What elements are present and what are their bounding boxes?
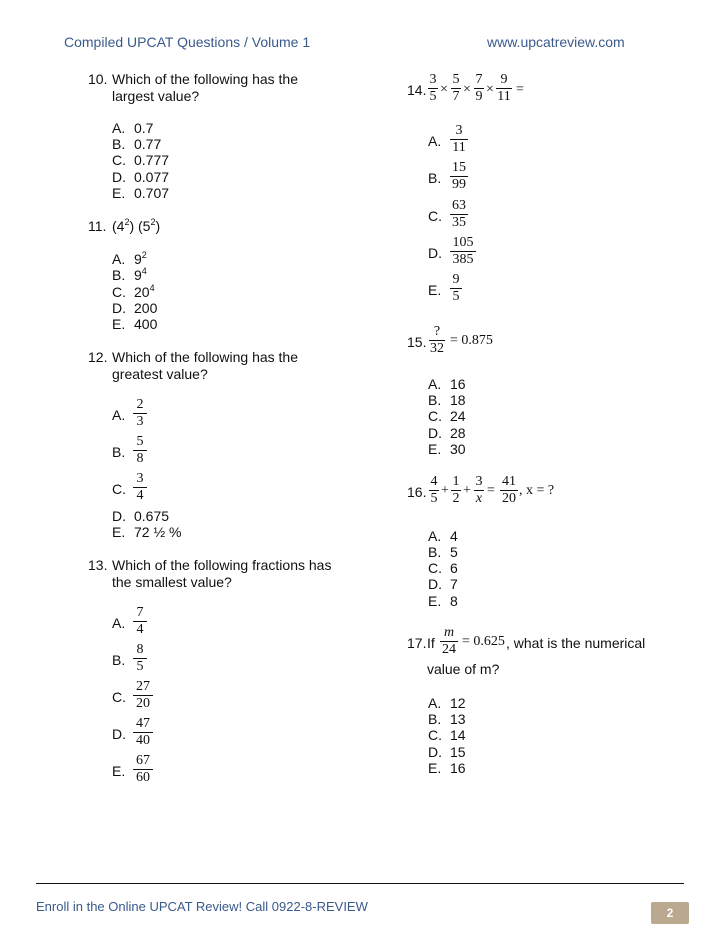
- q14-number: 14.: [407, 82, 427, 98]
- q17-option-e: E. 16: [428, 760, 466, 776]
- q14-times-1: ×: [440, 82, 448, 97]
- question-stem-line2: the smallest value?: [112, 574, 232, 590]
- question-10: [88, 71, 388, 111]
- q11-option-a: A. $9^2$: [112, 250, 147, 267]
- q16-plus-1: +: [441, 483, 449, 498]
- q12-option-e: E. 72 ½ %: [112, 524, 182, 540]
- q14-fraction-2: 5 7: [452, 72, 460, 104]
- question-expression: $(4^2)$ $(5^2)$: [112, 217, 161, 234]
- q10-option-d: D. 0.077: [112, 169, 170, 185]
- q13-option-c-letter: C.: [112, 689, 126, 705]
- q17-rhs: = 0.625: [462, 634, 505, 649]
- q11-option-d: D. 200: [112, 300, 158, 316]
- q16-fraction-4: 41 20: [502, 474, 516, 506]
- q13-option-c-fraction: 27 20: [133, 679, 153, 712]
- q13-option-b-letter: B.: [112, 652, 126, 668]
- q14-fraction-3: 7 9: [475, 72, 483, 104]
- q14-equals: =: [516, 82, 524, 97]
- q12-option-c-fraction: 3 4: [133, 471, 147, 504]
- q17-option-d: D. 15: [428, 744, 466, 760]
- q14-option-b-letter: B.: [428, 170, 442, 186]
- q16-option-d: D. 7: [428, 576, 458, 592]
- q16-fraction-1: 4 5: [430, 474, 438, 506]
- question-12: [88, 349, 388, 389]
- q14-fraction-1: 3 5: [429, 72, 437, 104]
- q17-if: If: [427, 635, 435, 651]
- q13-option-d-fraction: 47 40: [133, 716, 153, 749]
- q16-option-e: E. 8: [428, 593, 458, 609]
- q14-option-c-fraction: 63 35: [452, 198, 466, 230]
- question-11: [88, 218, 288, 236]
- header-title: Compiled UPCAT Questions / Volume 1: [64, 34, 311, 50]
- q15-option-d: D. 28: [428, 425, 466, 441]
- q12-option-a-letter: A.: [112, 407, 126, 423]
- q16-option-b: B. 5: [428, 544, 458, 560]
- q16-number: 16.: [407, 484, 427, 500]
- q14-fraction-4: 9 11: [497, 72, 511, 104]
- q17-option-a: A. 12: [428, 695, 466, 711]
- header-url: www.upcatreview.com: [487, 34, 625, 50]
- q10-option-e: E. 0.707: [112, 185, 170, 201]
- question-stem-line1: Which of the following fractions has: [112, 557, 332, 573]
- q10-option-c: C. 0.777: [112, 152, 170, 168]
- question-number: 12.: [88, 349, 108, 365]
- question-stem-line2: largest value?: [112, 88, 200, 104]
- page-number-badge: 2: [651, 902, 689, 924]
- question-number: 11.: [88, 218, 107, 234]
- q16-fraction-2: 1 2: [452, 474, 460, 506]
- q17-option-c: C. 14: [428, 727, 466, 743]
- question-13: [88, 557, 388, 597]
- q16-fraction-3: 3 x: [475, 474, 483, 506]
- q10-option-b: B. 0.77: [112, 136, 162, 152]
- q13-option-b-fraction: 8 5: [133, 642, 147, 675]
- question-number: 10.: [88, 71, 108, 87]
- q13-option-e-letter: E.: [112, 763, 126, 779]
- q16-equals: =: [487, 483, 495, 498]
- question-number: 13.: [88, 557, 108, 573]
- q14-option-c-letter: C.: [428, 208, 442, 224]
- q14-times-3: ×: [486, 82, 494, 97]
- q16-tail: , x = ?: [519, 483, 555, 498]
- q16-plus-2: +: [463, 483, 471, 498]
- q15-option-e: E. 30: [428, 441, 466, 457]
- q14-option-d-fraction: 105 385: [450, 235, 476, 268]
- q14-option-a-fraction: 3 11: [450, 123, 468, 156]
- footer-text: Enroll in the Online UPCAT Review! Call 0922-8-REVIEW: [36, 899, 368, 914]
- q17-stem-line1: , what is the numerical: [506, 635, 646, 651]
- q11-option-c: C. $20^4$: [112, 283, 155, 300]
- q15-rhs: = 0.875: [450, 333, 493, 348]
- footer-divider: [36, 883, 684, 884]
- q14-option-e-letter: E.: [428, 282, 442, 298]
- q16-option-c: C. 6: [428, 560, 458, 576]
- question-stem-line1: Which of the following has the: [112, 71, 298, 87]
- q17-stem-line2: value of m?: [427, 661, 500, 677]
- q12-option-b-fraction: 5 8: [133, 434, 147, 467]
- q11-option-b: B. $9^4$: [112, 266, 147, 283]
- q12-option-b-letter: B.: [112, 444, 126, 460]
- q17-number: 17.: [407, 635, 427, 651]
- q16-option-a: A. 4: [428, 528, 458, 544]
- q17-option-b: B. 13: [428, 711, 466, 727]
- q14-option-d-letter: D.: [428, 245, 442, 261]
- q13-option-a-fraction: 7 4: [133, 605, 147, 638]
- q17-fraction: m 24: [442, 625, 456, 657]
- q10-option-a: A. 0.7: [112, 120, 154, 136]
- q14-option-e-fraction: 9 5: [450, 272, 462, 305]
- q14-option-a-letter: A.: [428, 133, 442, 149]
- q12-option-a-fraction: 2 3: [133, 397, 147, 430]
- q15-option-a: A. 16: [428, 376, 466, 392]
- q15-number: 15.: [407, 334, 427, 350]
- q11-option-e: E. 400: [112, 316, 158, 332]
- q15-option-c: C. 24: [428, 408, 466, 424]
- q13-option-d-letter: D.: [112, 726, 126, 742]
- q12-option-d: D. 0.675: [112, 508, 170, 524]
- q14-option-b-fraction: 15 99: [452, 160, 466, 192]
- q13-option-e-fraction: 67 60: [133, 753, 153, 786]
- q15-fraction: ? 32: [430, 324, 444, 356]
- q12-option-c-letter: C.: [112, 481, 126, 497]
- q15-option-b: B. 18: [428, 392, 466, 408]
- q14-times-2: ×: [463, 82, 471, 97]
- question-stem-line2: greatest value?: [112, 366, 208, 382]
- question-stem-line1: Which of the following has the: [112, 349, 298, 365]
- q13-option-a-letter: A.: [112, 615, 126, 631]
